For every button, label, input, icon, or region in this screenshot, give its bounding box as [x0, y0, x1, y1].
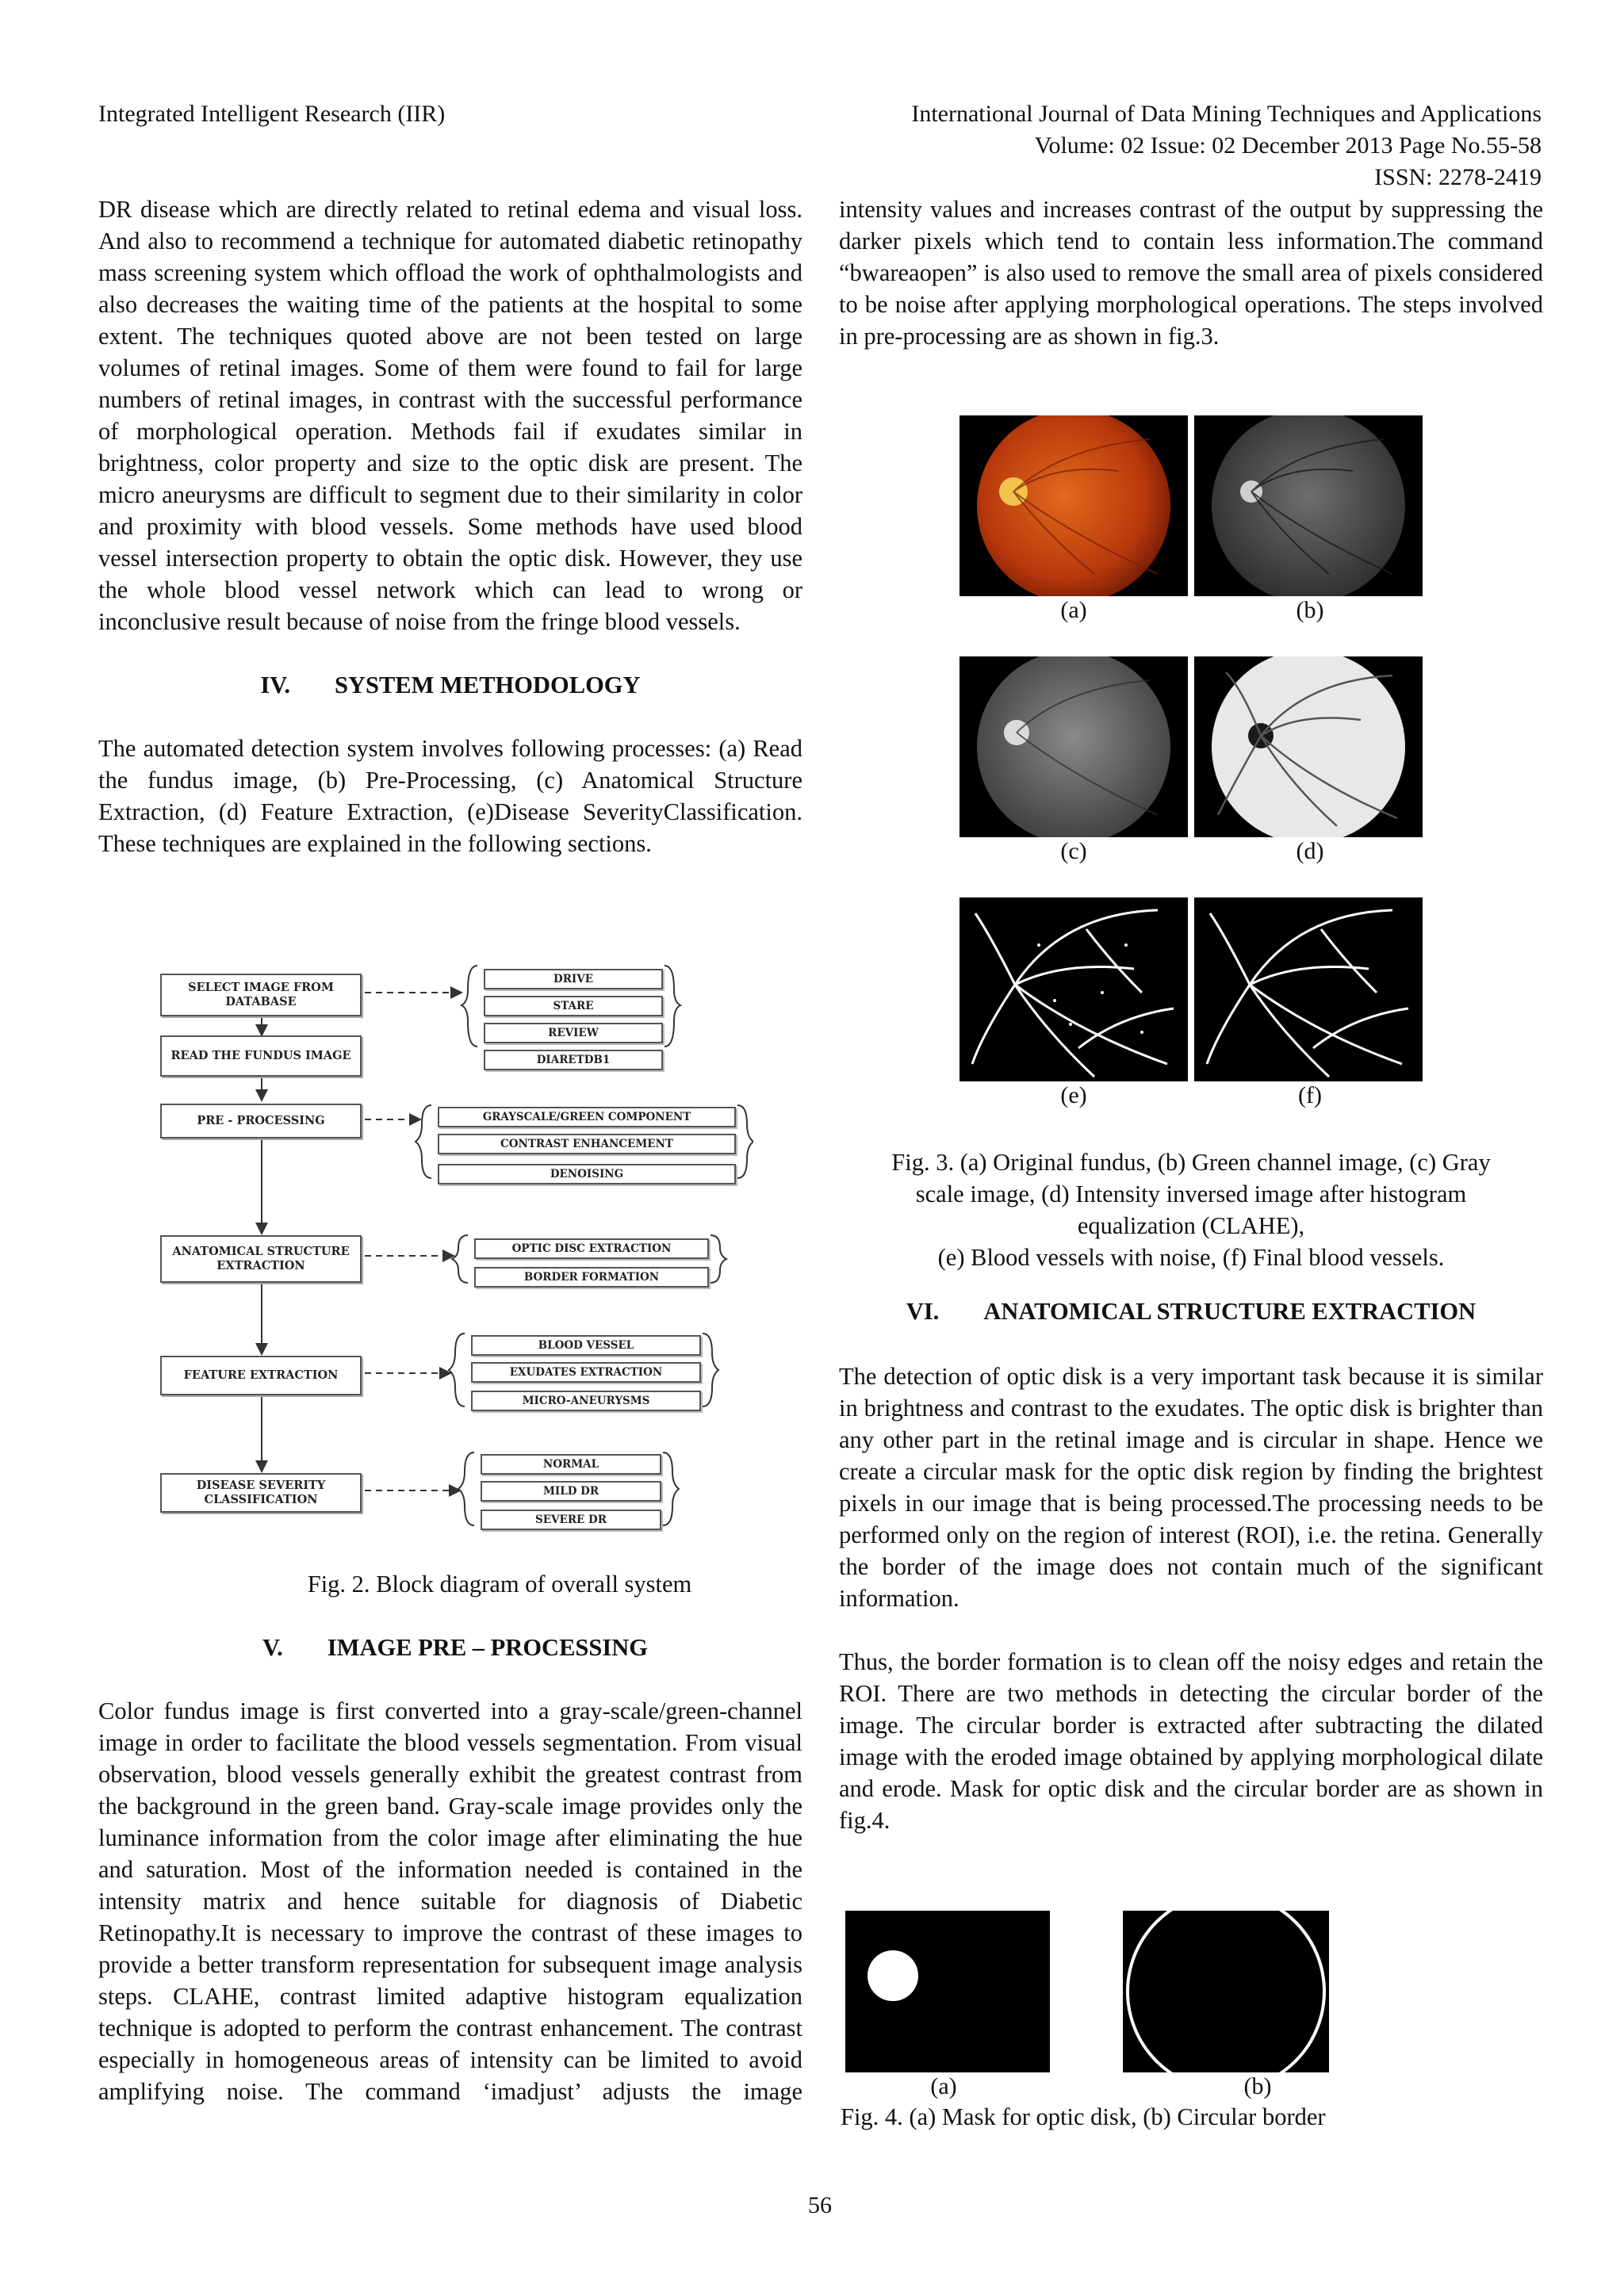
- section-number: VI.: [906, 1298, 940, 1325]
- step-severity-classification: DISEASE SEVERITY CLASSIFICATION: [160, 1473, 362, 1513]
- header-issn: ISSN: 2278-2419: [1374, 164, 1542, 190]
- paragraph-optic-disk: The detection of optic disk is a very important task because it is similar in brightness and contrast to the exudates. The optic disk is brighter than any other part in the retinal image and is circular in shape. Hence we create a circular mask for the optic disk region by finding the brightest pixels in our image that is being processed.The processing needs to be performed only on the region of interest (ROI), i.e. the retina. Generally the border of the image does not contain much of the significant information.: [839, 1363, 1543, 1612]
- feature-item: EXUDATES EXTRACTION: [471, 1362, 701, 1383]
- vessels-final-graphic: [1194, 897, 1423, 1081]
- caption-line: equalization (CLAHE),: [1077, 1212, 1305, 1239]
- step-read-fundus: READ THE FUNDUS IMAGE: [160, 1035, 362, 1077]
- paragraph-intro: DR disease which are directly related to retinal edema and visual loss. And also to recommend a technique for automated diabetic retinopathy mass screening system which offload the work of ophthalmologists and also decreases the waiting time of the patients at the hospital to some extent. The techniques quoted above are not been tested on large volumes of retinal images. Some of them were found to fail for large numbers of retinal images, in contrast with the successful performance of morphological operation. Methods fail if exudates similar in brightness, color property and size to the optic disk are present. The micro aneurysms are difficult to segment due to their similarity in color and proximity with blood vessels. Some methods have used blood vessel intersection property to obtain the optic disk. However, they use the whole blood vessel network which can lead to wrong or inconclusive result because of noise from the fringe blood vessels.: [98, 196, 802, 635]
- left-column-lower: [98, 1695, 802, 2107]
- figure-3b-label: (b): [1296, 597, 1324, 623]
- step-anatomical-extraction: ANATOMICAL STRUCTURE EXTRACTION: [160, 1235, 362, 1283]
- circular-border-graphic: [1123, 1911, 1329, 2072]
- figure-3f-label: (f): [1298, 1082, 1322, 1108]
- block-diagram-figure: [151, 958, 753, 1560]
- blood-vessels-final-image: [1194, 897, 1423, 1081]
- page-number: 56: [808, 2192, 832, 2218]
- figure-3d-label: (d): [1296, 838, 1324, 864]
- header-volume: Volume: 02 Issue: 02 December 2013 Page No.55-58: [1034, 132, 1542, 159]
- section-title: SYSTEM METHODOLOGY: [335, 672, 641, 698]
- section-heading-preprocessing: [98, 1632, 812, 1663]
- circular-border-image: [1123, 1911, 1329, 2072]
- figure-4a-label: (a): [930, 2073, 957, 2099]
- vessels-noise-graphic: [959, 897, 1188, 1081]
- anatomical-item: OPTIC DISC EXTRACTION: [474, 1238, 709, 1259]
- optic-disk-mask-image: [845, 1911, 1050, 2072]
- figure-4b-label: (b): [1243, 2073, 1272, 2099]
- header-journal-left: Integrated Intelligent Research (IIR): [98, 101, 446, 127]
- section-heading-anatomical: [839, 1295, 1543, 1327]
- section-number: V.: [262, 1634, 283, 1661]
- fundus-green-channel-image: [1194, 415, 1423, 596]
- figure-3-caption: [839, 1146, 1543, 1273]
- header-journal-right: [749, 98, 1542, 193]
- database-item: DRIVE: [484, 969, 663, 989]
- caption-line: (e) Blood vessels with noise, (f) Final blood vessels.: [937, 1244, 1445, 1271]
- optic-disk-mask-graphic: [845, 1911, 1050, 2072]
- feature-item: BLOOD VESSEL: [471, 1335, 701, 1356]
- figure-3a-label: (a): [1060, 597, 1087, 623]
- fundus-grayscale-image: [959, 656, 1188, 837]
- section-title: ANATOMICAL STRUCTURE EXTRACTION: [983, 1298, 1477, 1325]
- preprocessing-item: DENOISING: [438, 1164, 736, 1184]
- feature-item: MICRO-ANEURYSMS: [471, 1391, 701, 1411]
- fundus-inversed-graphic: [1194, 656, 1423, 837]
- caption-line: Fig. 3. (a) Original fundus, (b) Green channel image, (c) Gray: [891, 1149, 1491, 1176]
- paragraph-methodology: The automated detection system involves following processes: (a) Read the fundus image, (b) Pre-Processing, (c) Anatomical Structure Extraction, (d) Feature Extraction, (e)Disease SeverityClassification. These techniques are explained in the following sections.: [98, 735, 802, 857]
- anatomical-item: BORDER FORMATION: [474, 1267, 709, 1288]
- figure-3e-label: (e): [1060, 1082, 1087, 1108]
- section-title: IMAGE PRE – PROCESSING: [327, 1634, 648, 1661]
- database-item: DIARETDB1: [484, 1050, 663, 1070]
- fundus-inversed-clahe-image: [1194, 656, 1423, 837]
- figure-4-caption: Fig. 4. (a) Mask for optic disk, (b) Circular border: [841, 2103, 1326, 2130]
- left-column: [98, 193, 802, 859]
- class-item: SEVERE DR: [481, 1510, 661, 1530]
- class-item: MILD DR: [481, 1481, 661, 1502]
- fundus-green-graphic: [1194, 415, 1423, 596]
- fundus-grayscale-graphic: [959, 656, 1188, 837]
- paragraph-border-formation: Thus, the border formation is to clean off the noisy edges and retain the ROI. There are two methods in detecting the circular border of the image. The circular border is extracted after subtracting the dilated image with the eroded image obtained by applying morphological dilate and erode. Mask for optic disk and the circular border are as shown in fig.4.: [839, 1648, 1543, 1834]
- fundus-original-image: [959, 415, 1188, 596]
- paragraph-imadjust: intensity values and increases contrast of the output by suppressing the darker pixels which tend to contain less information.The command “bwareaopen” is also used to remove the small area of pixels considered to be noise after applying morphological operations. The steps involved in pre-processing are as shown in fig.3.: [839, 196, 1543, 350]
- fundus-original-graphic: [959, 415, 1188, 596]
- section-heading-methodology: [98, 669, 802, 701]
- figure-2-caption: Fig. 2. Block diagram of overall system: [307, 1571, 692, 1598]
- caption-line: scale image, (d) Intensity inversed image after histogram: [915, 1181, 1467, 1207]
- blood-vessels-noise-image: [959, 897, 1188, 1081]
- preprocessing-item: CONTRAST ENHANCEMENT: [438, 1134, 736, 1154]
- step-feature-extraction: FEATURE EXTRACTION: [160, 1356, 362, 1395]
- step-pre-processing: PRE - PROCESSING: [160, 1104, 362, 1138]
- paragraph-preprocessing: Color fundus image is first converted into a gray-scale/green-channel image in order to facilitate the blood vessels segmentation. From visual observation, blood vessels generally exhibit the greatest contrast from the background in the green band. Gray-scale image provides only the luminance information from the color image after eliminating the hue and saturation. Most of the information needed is contained in the intensity matrix and hence suitable for diagnosis of Diabetic Retinopathy.It is necessary to improve the contrast of these images to provide a better transform representation for subsequent image analysis steps. CLAHE, contrast limited adaptive histogram equalization technique is adopted to perform the contrast enhancement. The contrast especially in homogeneous areas of intensity can be limited to avoid amplifying noise. The command ‘imadjust’ adjusts the image: [98, 1697, 802, 2105]
- figure-3c-label: (c): [1060, 838, 1087, 864]
- right-column-lower: [839, 1360, 1543, 1836]
- section-number: IV.: [260, 672, 291, 698]
- database-item: STARE: [484, 996, 663, 1016]
- right-column-top: [839, 193, 1543, 352]
- figure-3: [958, 412, 1427, 1142]
- step-select-image: SELECT IMAGE FROM DATABASE: [160, 974, 362, 1016]
- header-journal-title: International Journal of Data Mining Techniques and Applications: [911, 101, 1542, 127]
- preprocessing-item: GRAYSCALE/GREEN COMPONENT: [438, 1107, 736, 1127]
- class-item: NORMAL: [481, 1454, 661, 1475]
- database-item: REVIEW: [484, 1023, 663, 1043]
